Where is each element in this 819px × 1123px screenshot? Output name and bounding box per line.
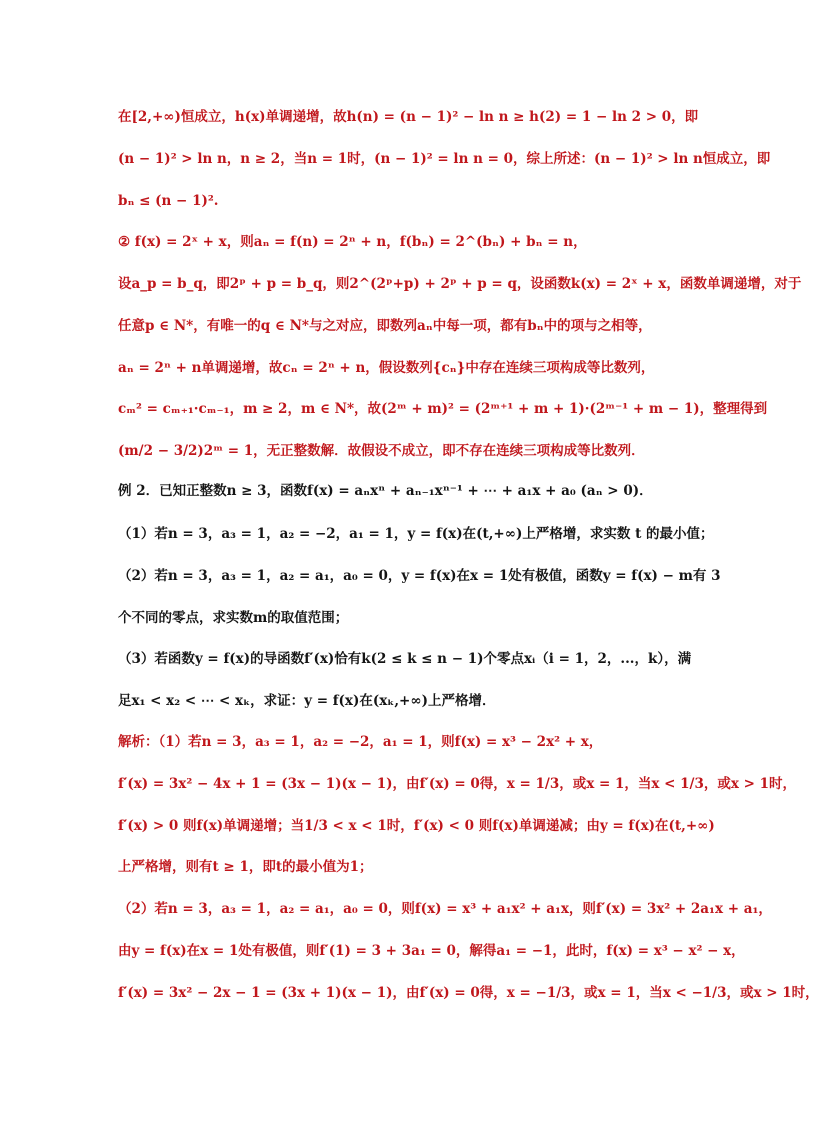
answer-line-3: f′(x) > 0 则f(x)单调递增；当1/3 < x < 1时，f′(x) < 0 则f(x)单调递减；由y = f(x)在(t,+∞): [118, 818, 715, 834]
example-2-statement: 例 2．已知正整数n ≥ 3，函数f(x) = aₙxⁿ + aₙ₋₁xⁿ⁻¹ + ⋯ + a₁x + a₀ (aₙ > 0)．: [118, 483, 653, 499]
answer-line-7: f′(x) = 3x² − 2x − 1 = (3x + 1)(x − 1)，由f′(x) = 0得，x = −1/3，或x = 1，当x < −1/3，或x > 1时，: [118, 985, 819, 1001]
answer-line-1: 解析：（1）若n = 3，a₃ = 1，a₂ = −2，a₁ = 1，则f(x) = x³ − 2x² + x，: [118, 734, 603, 750]
solution-line-5: 设a_p = b_q，即2ᵖ + p = b_q，则2^(2ᵖ+p) + 2ᵖ + p = q，设函数k(x) = 2ˣ + x，函数单调递增，对于: [118, 276, 802, 292]
solution-line-1: 在[2,+∞)恒成立，h(x)单调递增，故h(n) = (n − 1)² − ln n ≥ h(2) = 1 − ln 2 > 0，即: [118, 109, 699, 125]
question-part-3: （3）若函数y = f(x)的导函数f′(x)恰有k(2 ≤ k ≤ n − 1)个零点xᵢ（i = 1，2，...，k），满: [118, 651, 692, 667]
solution-line-9: (m/2 − 3/2)2ᵐ = 1，无正整数解．故假设不成立，即不存在连续三项构成等比数列．: [118, 443, 645, 459]
question-part-2: （2）若n = 3，a₃ = 1，a₂ = a₁，a₀ = 0，y = f(x)在x = 1处有极值，函数y = f(x) − m有 3: [118, 568, 721, 584]
answer-line-4: 上严格增，则有t ≥ 1，即t的最小值为1；: [118, 859, 373, 875]
question-part-1: （1）若n = 3，a₃ = 1，a₂ = −2，a₁ = 1，y = f(x)在(t,+∞)上严格增，求实数 t 的最小值；: [118, 526, 714, 542]
solution-line-7: aₙ = 2ⁿ + n单调递增，故cₙ = 2ⁿ + n，假设数列{cₙ}中存在连续三项构成等比数列，: [118, 360, 655, 376]
solution-line-6: 任意p ∈ N*，有唯一的q ∈ N*与之对应，即数列aₙ中每一项，都有bₙ中的项与之相等，: [118, 318, 652, 334]
answer-line-2: f′(x) = 3x² − 4x + 1 = (3x − 1)(x − 1)，由f′(x) = 0得，x = 1/3，或x = 1，当x < 1/3，或x > 1时，: [118, 776, 797, 792]
question-part-2-continued: 个不同的零点，求实数m的取值范围；: [118, 610, 349, 626]
solution-line-3: bₙ ≤ (n − 1)².: [118, 193, 219, 209]
solution-line-8: cₘ² = cₘ₊₁·cₘ₋₁，m ≥ 2，m ∈ N*，故(2ᵐ + m)² = (2ᵐ⁺¹ + m + 1)·(2ᵐ⁻¹ + m − 1)，整理得到: [118, 401, 768, 417]
answer-line-5: （2）若n = 3，a₃ = 1，a₂ = a₁，a₀ = 0，则f(x) = x³ + a₁x² + a₁x，则f′(x) = 3x² + 2a₁x + a₁，: [118, 901, 772, 917]
answer-line-6: 由y = f(x)在x = 1处有极值，则f′(1) = 3 + 3a₁ = 0，解得a₁ = −1，此时，f(x) = x³ − x² − x，: [118, 943, 745, 959]
solution-line-4: ② f(x) = 2ˣ + x，则aₙ = f(n) = 2ⁿ + n，f(bₙ) = 2^(bₙ) + bₙ = n，: [118, 234, 587, 250]
question-part-3-continued: 足x₁ < x₂ < ⋯ < xₖ，求证：y = f(x)在(xₖ,+∞)上严格增．: [118, 693, 496, 709]
solution-line-2: (n − 1)² > ln n，n ≥ 2，当n = 1时，(n − 1)² = ln n = 0，综上所述：(n − 1)² > ln n恒成立，即: [118, 151, 771, 167]
